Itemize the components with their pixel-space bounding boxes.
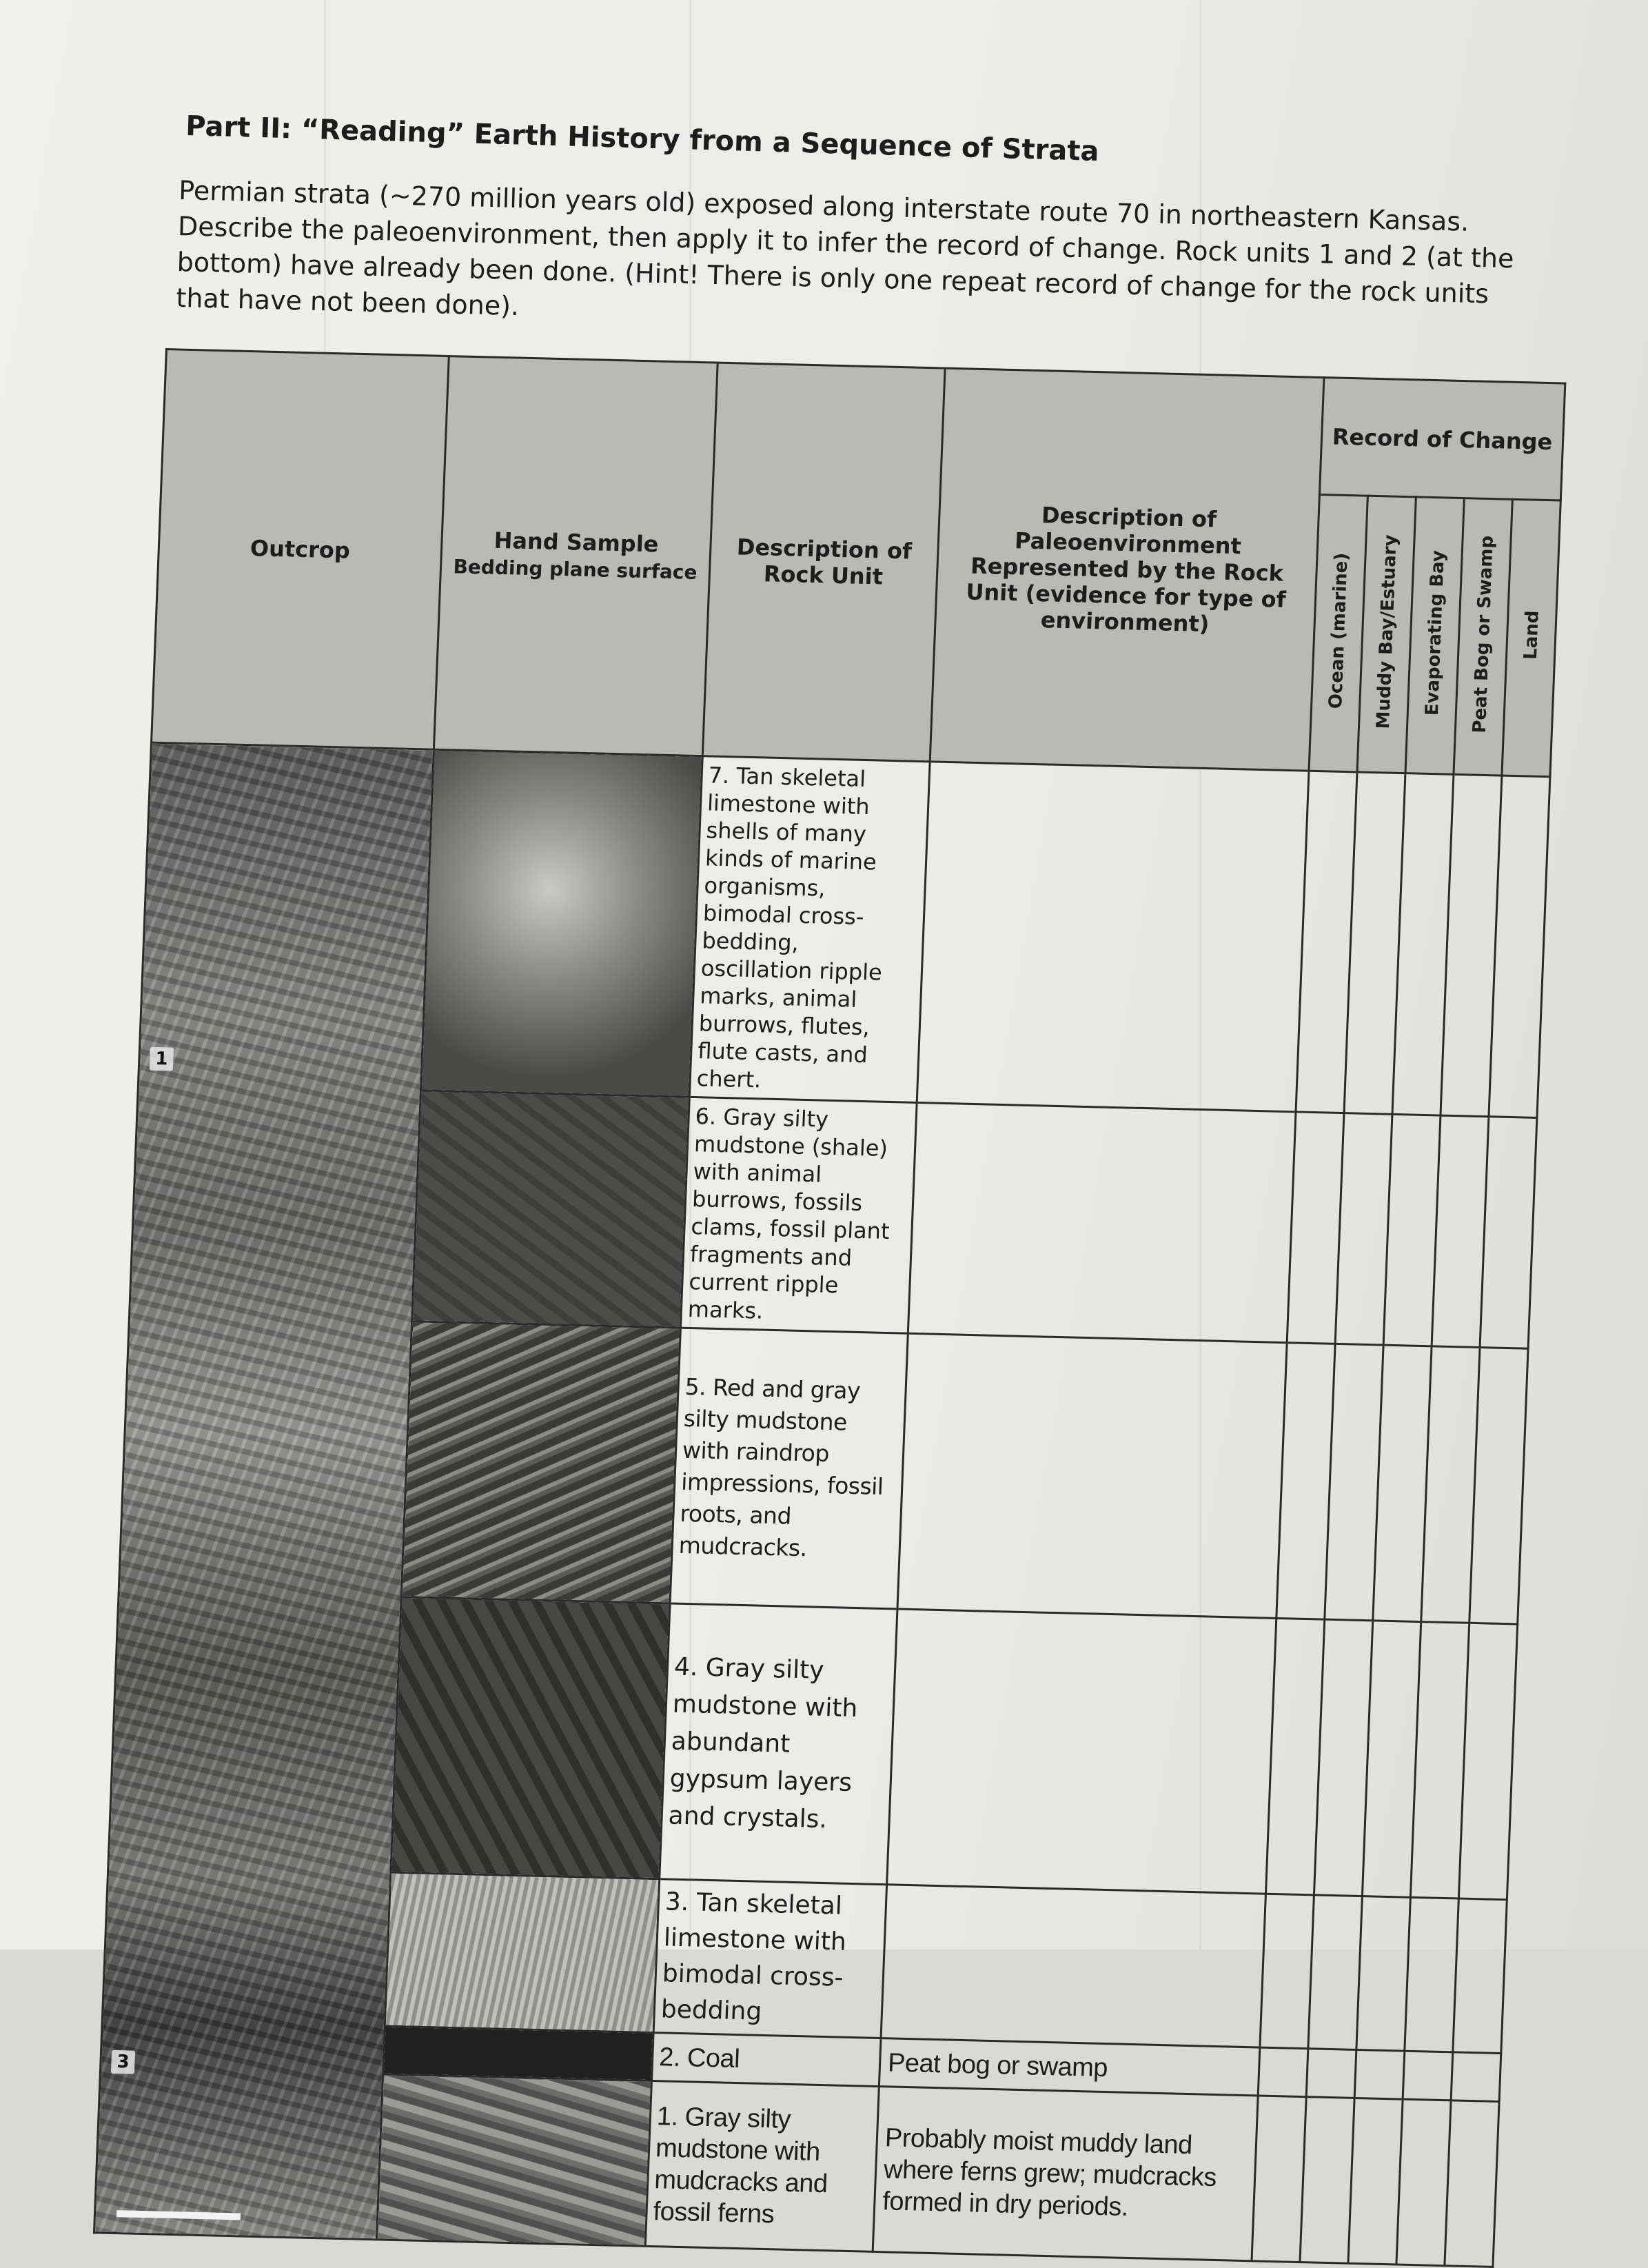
hand-sample-photo-unit-4	[391, 1597, 670, 1879]
record-option-evaporating-bay: Evaporating Bay	[1405, 497, 1464, 774]
strata-table-container	[106, 348, 1564, 2229]
outcrop-unit-label: 3	[111, 2050, 135, 2074]
paleo-description-unit-5[interactable]	[897, 1333, 1287, 1618]
record-cell[interactable]	[1348, 2098, 1403, 2265]
strata-table	[93, 348, 1567, 2268]
paleo-description-unit-7[interactable]	[917, 762, 1309, 1112]
section-heading: Part II: “Reading” Earth History from a Sequence of Strata	[185, 110, 1100, 168]
record-cell[interactable]	[1260, 1894, 1314, 2049]
instructions-paragraph: Permian strata (~270 million years old) exposed along interstate route 70 in northeastern Kansas. Describe the paleoenvironment, then apply it to infer the record of change. Rock units 1 and 2 (at the bottom) have already been done. (Hint! There is only one repeat record of change for the rock units that have not been done).	[176, 174, 1514, 322]
record-cell[interactable]	[1335, 1113, 1392, 1345]
record-option-ocean: Ocean (marine)	[1309, 494, 1367, 771]
rock-description-unit-3: 3. Tan skeletal limestone with bimodal cross-bedding	[653, 1879, 886, 2038]
record-cell[interactable]	[1383, 1114, 1441, 1346]
hand-sample-subtitle: Bedding plane surface	[452, 555, 698, 584]
column-header-outcrop: Outcrop	[152, 350, 449, 750]
record-cell[interactable]	[1451, 2052, 1501, 2102]
paleo-description-unit-6[interactable]	[908, 1102, 1296, 1342]
paleo-description-unit-2[interactable]: Peat bog or swamp	[879, 2038, 1260, 2096]
hand-sample-photo-unit-3	[385, 1872, 659, 2032]
record-cell[interactable]	[1287, 1112, 1344, 1344]
hand-sample-photo-unit-2	[383, 2026, 654, 2080]
paleo-description-unit-4[interactable]	[887, 1609, 1276, 1894]
record-cell[interactable]	[1300, 2097, 1354, 2264]
record-cell[interactable]	[1469, 1348, 1528, 1624]
rock-description-unit-7: 7. Tan skeletal limestone with shells of many kinds of marine organisms, bimodal cross-bedding, oscillation ripple marks, animal burrows, flutes, flute casts, and chert.	[689, 756, 930, 1103]
outcrop-photo	[94, 742, 434, 2240]
record-cell[interactable]	[1403, 2051, 1453, 2100]
record-cell[interactable]	[1354, 2049, 1405, 2099]
record-cell[interactable]	[1396, 2099, 1451, 2266]
hand-sample-photo-unit-1	[376, 2074, 651, 2246]
rock-description-unit-2: 2. Coal	[651, 2033, 881, 2087]
record-cell[interactable]	[1258, 2047, 1308, 2097]
hand-sample-photo-unit-7	[420, 749, 702, 1097]
column-header-description: Description of Rock Unit	[702, 363, 945, 762]
paleo-description-unit-1[interactable]: Probably moist muddy land where ferns grew; mudcracks formed in dry periods.	[873, 2087, 1258, 2261]
record-cell[interactable]	[1480, 1117, 1537, 1348]
rock-description-unit-6: 6. Gray silty mudstone (shale) with animal burrows, fossils clams, fossil plant fragments and current ripple marks.	[680, 1097, 917, 1333]
record-cell[interactable]	[1458, 1623, 1517, 1899]
scale-bar	[116, 2210, 241, 2220]
record-cell[interactable]	[1432, 1115, 1489, 1347]
column-header-record-of-change: Record of Change	[1319, 378, 1565, 500]
column-header-hand-sample	[434, 356, 718, 756]
hand-sample-title: Hand Sample	[493, 527, 660, 558]
rock-description-unit-1: 1. Gray silty mudstone with mudcracks and fossil ferns	[645, 2080, 879, 2251]
rock-description-unit-5: 5. Red and gray silty mudstone with raindrop impressions, fossil roots, and mudcracks.	[670, 1328, 908, 1609]
table-row	[139, 742, 1550, 1117]
hand-sample-photo-unit-5	[401, 1322, 680, 1603]
record-cell[interactable]	[1308, 1895, 1363, 2050]
record-cell[interactable]	[1405, 1897, 1459, 2052]
rock-description-unit-4: 4. Gray silty mudstone with abundant gypsum layers and crystals.	[660, 1603, 897, 1885]
record-cell[interactable]	[1445, 2100, 1499, 2267]
record-option-muddy-bay: Muddy Bay/Estuary	[1357, 496, 1416, 773]
paleo-description-unit-3[interactable]	[881, 1885, 1265, 2047]
record-cell[interactable]	[1356, 1896, 1411, 2052]
record-cell[interactable]	[1252, 2096, 1306, 2262]
record-cell[interactable]	[1453, 1899, 1507, 2054]
outcrop-unit-label: 1	[150, 1047, 174, 1071]
record-option-land: Land	[1502, 499, 1560, 776]
record-option-peat-bog: Peat Bog or Swamp	[1454, 498, 1512, 776]
record-cell[interactable]	[1306, 2049, 1356, 2098]
column-header-paleoenvironment: Description of Paleoenvironment Represented by the Rock Unit (evidence for type of environment)	[930, 368, 1324, 771]
hand-sample-photo-unit-6	[412, 1091, 690, 1328]
